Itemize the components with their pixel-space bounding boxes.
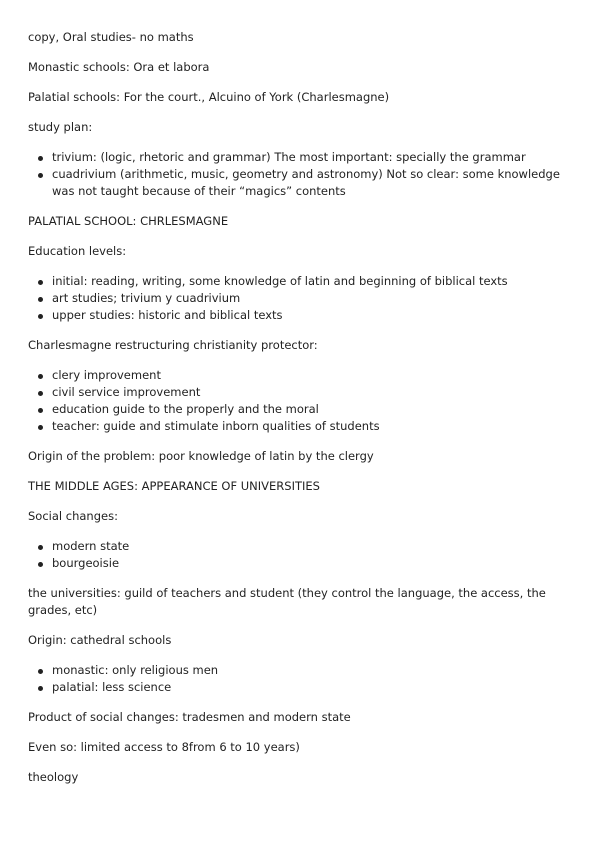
list-item xyxy=(52,418,570,435)
paragraph-study-plan: study plan: xyxy=(28,120,93,134)
list-study-plan xyxy=(28,149,570,200)
paragraph-product-social-changes: Product of social changes: tradesmen and modern state xyxy=(28,710,351,724)
list-item-text: art studies; trivium y cuadrivium xyxy=(52,291,241,305)
list-item-text: cuadrivium (arithmetic, music, geometry and astronomy) Not so clear: some knowledge was not taught because of their “magics” contents xyxy=(52,167,560,198)
bullet-icon xyxy=(38,391,43,396)
paragraph-oral-studies: copy, Oral studies- no maths xyxy=(28,30,194,44)
list-education-levels xyxy=(28,273,570,324)
bullet-icon xyxy=(38,156,43,161)
list-item xyxy=(52,307,570,324)
bullet-icon xyxy=(38,280,43,285)
paragraph-origin-cathedral: Origin: cathedral schools xyxy=(28,633,172,647)
bullet-icon xyxy=(38,173,43,178)
list-item-text: upper studies: historic and biblical texts xyxy=(52,308,283,322)
list-item xyxy=(52,401,570,418)
bullet-icon xyxy=(38,669,43,674)
heading-middle-ages: THE MIDDLE AGES: APPEARANCE OF UNIVERSITIES xyxy=(28,479,320,493)
list-item xyxy=(52,555,570,572)
list-item-text: modern state xyxy=(52,539,130,553)
list-item-text: bourgeoisie xyxy=(52,556,120,570)
paragraph-limited-access: Even so: limited access to 8from 6 to 10 years) xyxy=(28,740,300,754)
list-item xyxy=(52,273,570,290)
list-item xyxy=(52,662,570,679)
paragraph-theology: theology xyxy=(28,770,79,784)
list-item xyxy=(52,290,570,307)
paragraph-universities: the universities: guild of teachers and student (they control the language, the access, the grades, etc) xyxy=(28,586,546,617)
list-item-text: clery improvement xyxy=(52,368,161,382)
bullet-icon xyxy=(38,314,43,319)
paragraph-origin-problem: Origin of the problem: poor knowledge of latin by the clergy xyxy=(28,449,374,463)
paragraph-palatial-schools: Palatial schools: For the court., Alcuino of York (Charlesmagne) xyxy=(28,90,390,104)
list-item-text: education guide to the properly and the moral xyxy=(52,402,319,416)
list-item-text: teacher: guide and stimulate inborn qualities of students xyxy=(52,419,380,433)
bullet-icon xyxy=(38,374,43,379)
paragraph-social-changes: Social changes: xyxy=(28,509,118,523)
list-item xyxy=(52,149,570,166)
list-item xyxy=(52,538,570,555)
list-item xyxy=(52,679,570,696)
bullet-icon xyxy=(38,686,43,691)
list-item-text: initial: reading, writing, some knowledge of latin and beginning of biblical texts xyxy=(52,274,508,288)
paragraph-restructuring: Charlesmagne restructuring christianity protector: xyxy=(28,338,318,352)
list-restructuring xyxy=(28,367,570,435)
list-item xyxy=(52,384,570,401)
list-item-text: monastic: only religious men xyxy=(52,663,219,677)
list-item-text: palatial: less science xyxy=(52,680,172,694)
list-item xyxy=(52,166,570,200)
paragraph-monastic-schools: Monastic schools: Ora et labora xyxy=(28,60,210,74)
list-social-changes xyxy=(28,538,570,572)
paragraph-education-levels: Education levels: xyxy=(28,244,127,258)
bullet-icon xyxy=(38,562,43,567)
list-item xyxy=(52,367,570,384)
list-item-text: civil service improvement xyxy=(52,385,201,399)
heading-palatial-school: PALATIAL SCHOOL: CHRLESMAGNE xyxy=(28,214,229,228)
bullet-icon xyxy=(38,297,43,302)
bullet-icon xyxy=(38,545,43,550)
list-item-text: trivium: (logic, rhetoric and grammar) The most important: specially the grammar xyxy=(52,150,526,164)
list-origin xyxy=(28,662,570,696)
bullet-icon xyxy=(38,408,43,413)
bullet-icon xyxy=(38,425,43,430)
